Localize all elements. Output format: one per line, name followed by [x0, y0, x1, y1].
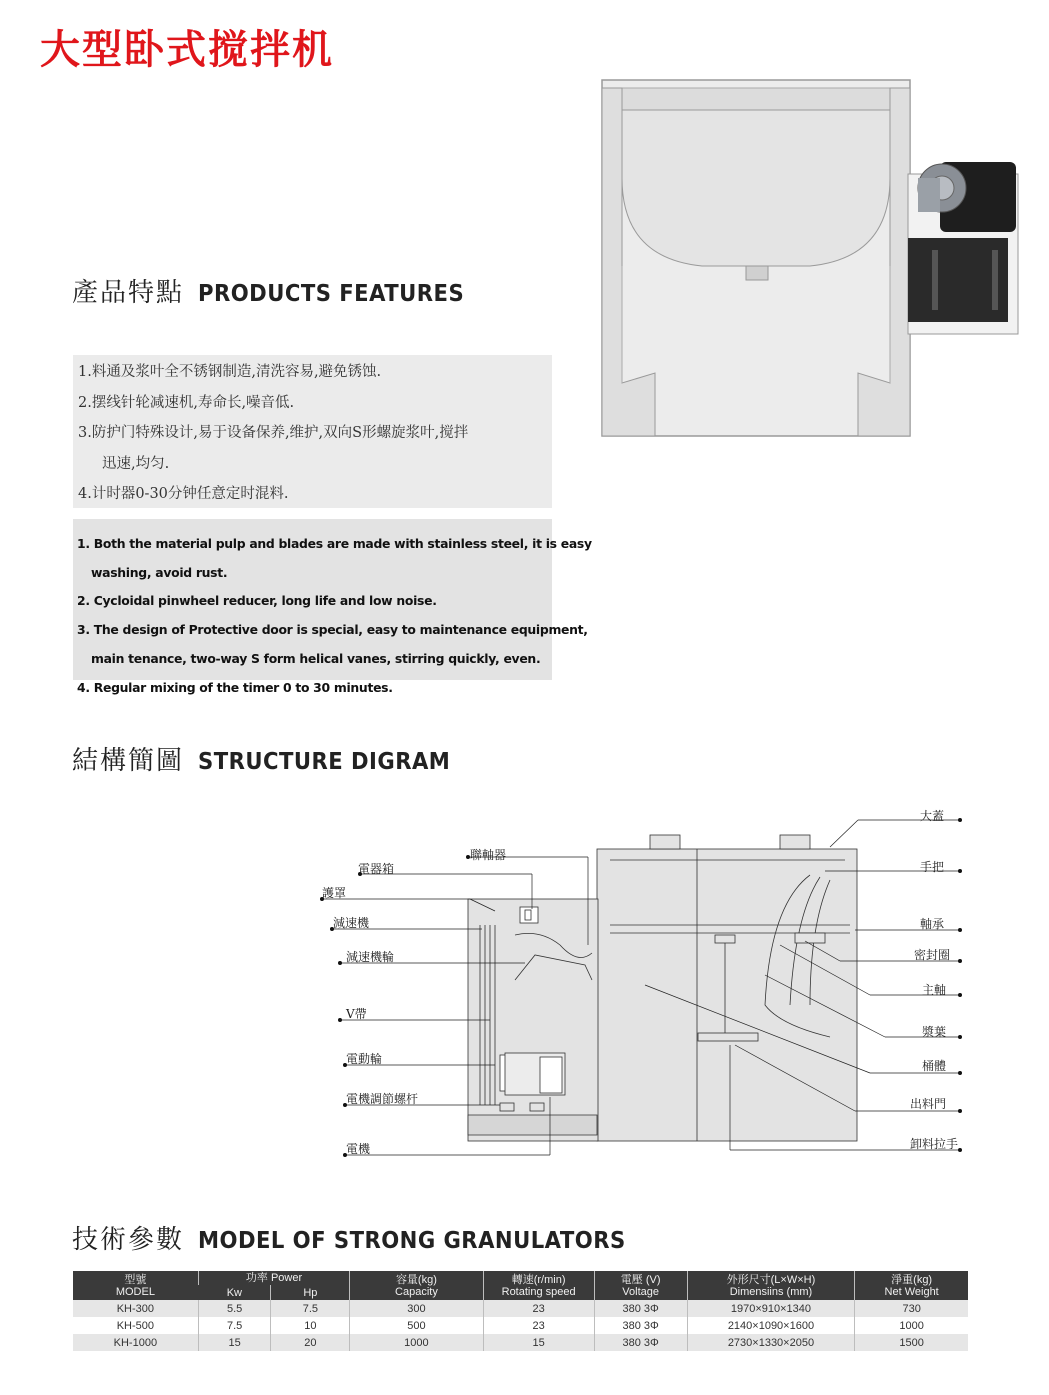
feature-en-item: main tenance, two-way S form helical vanes, stirring quickly, even. — [91, 650, 541, 666]
cell-hp: 10 — [271, 1317, 350, 1334]
cell-hp: 20 — [271, 1334, 350, 1351]
col-power: 功率 Power — [198, 1271, 350, 1285]
cell-kw: 15 — [198, 1334, 271, 1351]
cell-model: KH-300 — [73, 1300, 198, 1317]
label-tub: 桶體 — [922, 1059, 947, 1073]
feature-cn-item: 迅速,均匀. — [102, 455, 170, 472]
features-cn-list — [78, 357, 468, 510]
structure-title-cn: 結構簡圖 — [72, 746, 185, 776]
cell-voltage: 380 3Φ — [594, 1300, 687, 1317]
cell-voltage: 380 3Φ — [594, 1334, 687, 1351]
col-weight: 淨重(kg) Net Weight — [855, 1271, 968, 1300]
label-reducer: 減速機 — [333, 916, 370, 930]
col-dimensions: 外形尺寸(L×W×H) Dimensiins (mm) — [687, 1271, 855, 1300]
features-title-cn: 產品特點 — [72, 278, 185, 308]
label-motor-wheel: 電動輪 — [346, 1052, 383, 1066]
feature-en-item: 2. Cycloidal pinwheel reducer, long life and low noise. — [77, 593, 437, 609]
col-speed: 轉速(r/min) Rotating speed — [483, 1271, 594, 1300]
feature-en-item: 1. Both the material pulp and blades are made with stainless steel, it is easy — [77, 536, 592, 551]
cell-dims: 2140×1090×1600 — [687, 1317, 855, 1334]
feature-en-item: washing, avoid rust. — [91, 564, 228, 580]
label-motor-adjust-screw: 電機調節螺杆 — [346, 1092, 419, 1106]
cell-dims: 2730×1330×2050 — [687, 1334, 855, 1351]
label-electric-box: 電器箱 — [358, 862, 395, 876]
cell-hp: 7.5 — [271, 1300, 350, 1317]
label-main-shaft: 主軸 — [922, 983, 947, 997]
label-seal-ring: 密封圈 — [914, 948, 951, 962]
cell-capacity: 300 — [350, 1300, 483, 1317]
feature-en-item: 3. The design of Protective door is special, easy to maintenance equipment, — [77, 622, 588, 638]
label-blade: 漿葉 — [922, 1025, 947, 1039]
col-hp: Hp — [271, 1285, 350, 1300]
label-bearing: 軸承 — [920, 917, 945, 931]
label-motor: 電機 — [346, 1142, 371, 1156]
specs-heading — [72, 1219, 663, 1256]
table-row — [73, 1300, 968, 1317]
feature-cn-item: 3.防护门特殊设计,易于设备保养,维护,双向S形螺旋浆叶,搅拌 — [78, 425, 469, 442]
table-row — [73, 1334, 968, 1351]
table-row — [73, 1317, 968, 1334]
features-heading — [72, 272, 487, 309]
cell-speed: 15 — [483, 1334, 594, 1351]
structure-diagram — [310, 805, 980, 1165]
label-handle: 手把 — [920, 860, 945, 874]
cell-weight: 730 — [855, 1300, 968, 1317]
table-header-row — [73, 1271, 968, 1285]
col-voltage: 電壓 (V) Voltage — [594, 1271, 687, 1300]
cell-dims: 1970×910×1340 — [687, 1300, 855, 1317]
label-cover: 大蓋 — [920, 809, 945, 823]
spec-table — [73, 1271, 968, 1351]
feature-cn-item: 1.料通及浆叶全不锈钢制造,清洗容易,避免锈蚀. — [78, 364, 382, 380]
label-coupling: 聯軸器 — [470, 848, 507, 862]
page-title: 大型卧式搅拌机 — [40, 27, 334, 73]
label-discharge-handle: 卸料拉手 — [910, 1137, 959, 1151]
feature-en-item: 4. Regular mixing of the timer 0 to 30 minutes. — [77, 679, 393, 695]
col-model: 型號 MODEL — [73, 1271, 198, 1300]
cell-model: KH-500 — [73, 1317, 198, 1334]
cell-weight: 1000 — [855, 1317, 968, 1334]
cell-speed: 23 — [483, 1300, 594, 1317]
structure-title-en: STRUCTURE DIGRAM — [198, 749, 451, 775]
cell-kw: 5.5 — [198, 1300, 271, 1317]
cell-capacity: 500 — [350, 1317, 483, 1334]
specs-title-cn: 技術參數 — [72, 1225, 185, 1255]
feature-cn-item: 2.摆线针轮减速机,寿命长,噪音低. — [78, 394, 295, 411]
specs-title-en: MODEL OF STRONG GRANULATORS — [198, 1228, 626, 1254]
label-v-belt: V帶 — [346, 1007, 367, 1021]
cell-speed: 23 — [483, 1317, 594, 1334]
col-capacity: 容量(kg) Capacity — [350, 1271, 483, 1300]
mixer-machine-image — [600, 78, 1030, 440]
col-kw: Kw — [198, 1285, 271, 1300]
structure-heading — [72, 740, 472, 777]
cell-weight: 1500 — [855, 1334, 968, 1351]
cell-voltage: 380 3Φ — [594, 1317, 687, 1334]
feature-cn-item: 4.计时器0-30分钟任意定时混料. — [78, 486, 289, 503]
cell-model: KH-1000 — [73, 1334, 198, 1351]
features-en-list — [77, 530, 592, 702]
label-discharge-door: 出料門 — [910, 1097, 947, 1111]
label-guard: 護罩 — [322, 886, 347, 900]
cell-capacity: 1000 — [350, 1334, 483, 1351]
cell-kw: 7.5 — [198, 1317, 271, 1334]
features-title-en: PRODUCTS FEATURES — [198, 281, 465, 307]
diagram-drawing — [468, 835, 857, 1141]
label-reducer-wheel: 減速機輪 — [346, 950, 395, 964]
